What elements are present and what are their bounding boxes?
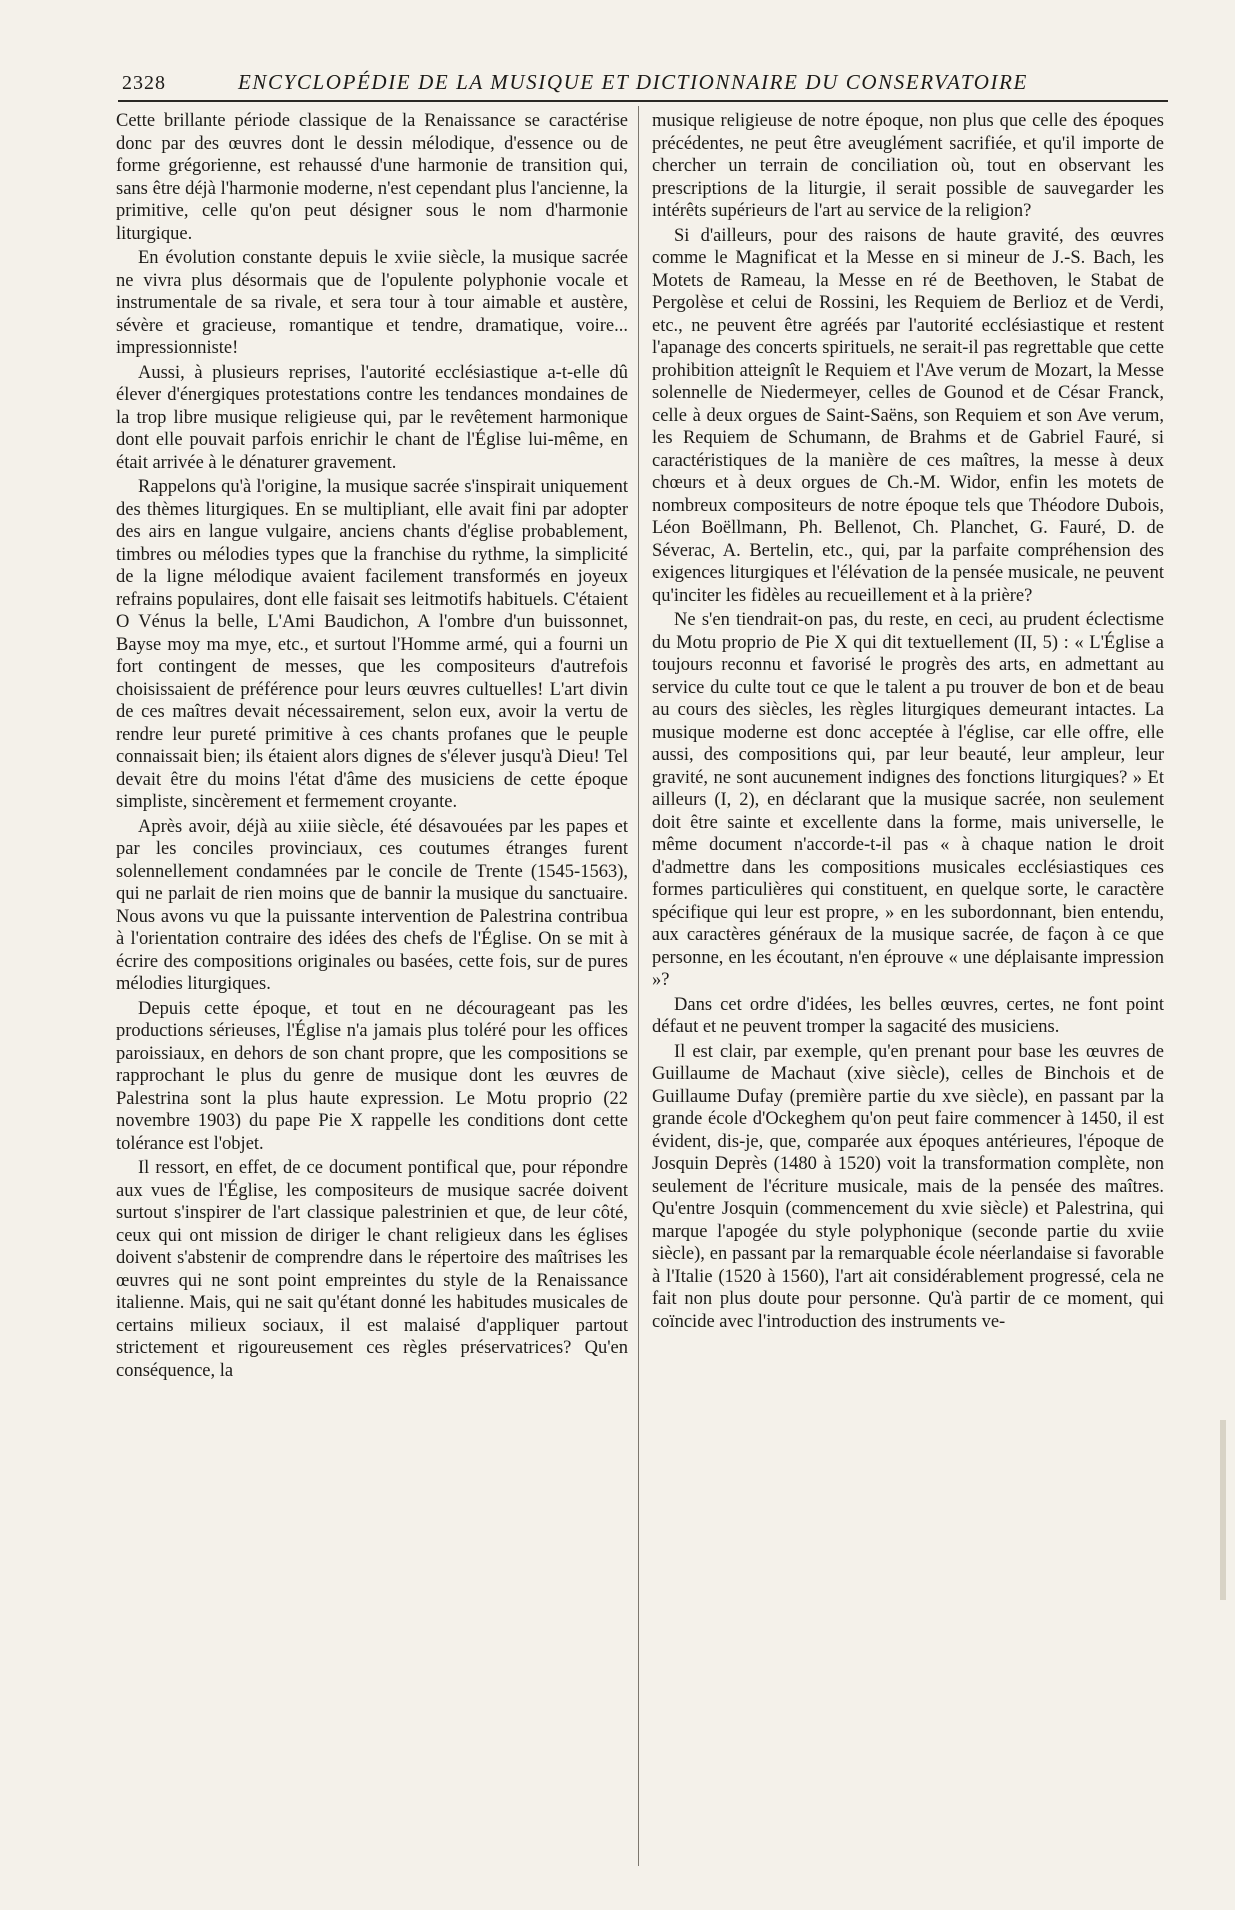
paragraph: Dans cet ordre d'idées, les belles œuvres, certes, ne font point défaut et ne peuvent tromper la sagacité des musiciens. — [652, 994, 1164, 1037]
running-header — [118, 68, 1168, 102]
right-column — [652, 110, 1164, 1870]
paragraph: Il est clair, par exemple, qu'en prenant pour base les œuvres de Guillaume de Machaut (xive siècle), celles de Binchois et de Guillaume Dufay (première partie du xve siècle), en passant par la grande école d'Ockeghem qu'on peut faire commencer à 1450, il est évident, dis-je, que, comparée aux époques antérieures, l'époque de Josquin Deprès (1480 à 1520) voit la transformation complète, non seulement de l'écriture musicale, mais de la pensée des maîtres. Qu'entre Josquin (commencement du xvie siècle) et Palestrina, qui marque l'apogée du style polyphonique (seconde partie du xviie siècle), en passant par la remarquable école néerlandaise si favorable à l'Italie (1520 à 1560), l'art ait considérablement progressé, cela ne fait non plus doute pour personne. Qu'à partir de ce moment, qui coïncide avec l'introduction des instruments ve- — [652, 1041, 1164, 1332]
paragraph: Rappelons qu'à l'origine, la musique sacrée s'inspirait uniquement des thèmes liturgiques. En se multipliant, elle avait fini par adopter des airs en langue vulgaire, anciens chants d'église probablement, timbres ou mélodies types que la franchise du rythme, la simplicité de la ligne mélodique avaient facilement transformés en joyeux refrains populaires, dont elle faisait ses leitmotifs habituels. C'étaient O Vénus la belle, L'Ami Baudichon, A l'ombre d'un buissonnet, Bayse moy ma mye, etc., et surtout l'Homme armé, qui a fourni un fort contingent de messes, que les compositeurs d'autrefois choisissaient de préférence pour leurs œuvres cultuelles! L'art divin de ces maîtres devait nécessairement, selon eux, avoir la vertu de rendre leur pureté primitive à ces chants profanes que le peuple connaissait bien; ils étaient alors dignes de s'élever jusqu'à Dieu! Tel devait être du moins l'état d'âme des musiciens de cette époque simpliste, sincèrement et fermement croyante. — [116, 477, 628, 812]
running-title: ENCYCLOPÉDIE DE LA MUSIQUE ET DICTIONNAIRE DU CONSERVATOIRE — [238, 70, 1028, 94]
column-divider — [638, 106, 639, 1866]
paragraph: Il ressort, en effet, de ce document pontifical que, pour répondre aux vues de l'Église, les compositeurs de musique sacrée doivent surtout s'inspirer de l'art classique palestrinien et que, de leur côté, ceux qui ont mission de diriger le chant religieux dans les églises doivent s'abstenir de comprendre dans le répertoire des maîtrises les œuvres qui ne sont point empreintes du style de la Renaissance italienne. Mais, qui ne sait qu'étant donné les habitudes musicales de certains milieux sociaux, il est malaisé d'appliquer partout strictement et rigoureusement ces règles préservatrices? Qu'en conséquence, la — [116, 1158, 628, 1381]
paragraph: Depuis cette époque, et tout en ne décourageant pas les productions sérieuses, l'Église n'a jamais plus toléré pour les offices paroissiaux, en dehors de son chant propre, que les compositions se rapprochant le plus du genre de musique dont les œuvres de Palestrina sont la plus haute expression. Le Motu proprio (22 novembre 1903) du pape Pie X rappelle les conditions dont cette tolérance est l'objet. — [116, 998, 628, 1154]
paragraph: Cette brillante période classique de la Renaissance se caractérise donc par des œuvres dont le dessin mélodique, d'essence ou de forme grégorienne, est rehaussé d'une harmonie de transition qui, sans être déjà l'harmonie moderne, n'est cependant plus l'ancienne, la primitive, celle qu'on peut désigner sous le nom d'harmonie liturgique. — [116, 111, 628, 244]
paragraph: Si d'ailleurs, pour des raisons de haute gravité, des œuvres comme le Magnificat et la Messe en si mineur de J.-S. Bach, les Motets de Rameau, la Messe en ré de Beethoven, le Stabat de Pergolèse et celui de Rossini, les Requiem de Berlioz et de Verdi, etc., ne peuvent être agréés par l'autorité ecclésiastique et restent l'apanage des concerts spirituels, ne serait-il pas regrettable que cette prohibition atteignît le Requiem et l'Ave verum de Mozart, la Messe solennelle de Niedermeyer, celles de Gounod et de César Franck, celle à deux orgues de Saint-Saëns, son Requiem et son Ave verum, les Requiem de Schumann, de Brahms et de Gabriel Fauré, si caractéristiques de la manière de ces maîtres, la messe à deux chœurs et à deux orgues de Ch.-M. Widor, enfin les motets de nombreux compositeurs de notre époque tels que Théodore Dubois, Léon Boëllmann, Ph. Bellenot, Ch. Planchet, G. Fauré, D. de Séverac, A. Bertelin, etc., qui, par la parfaite compréhension des exigences liturgiques et l'élévation de la pensée musicale, ne peuvent qu'inciter les fidèles au recueillement et à la prière? — [652, 225, 1164, 606]
page-edge-shadow — [1220, 1420, 1226, 1600]
paragraph: En évolution constante depuis le xviie siècle, la musique sacrée ne vivra plus désormais que de l'opulente polyphonie vocale et instrumentale de sa rivale, et sera tour à tour aimable et austère, sévère et gracieuse, romantique et tendre, dramatique, voire... impressionniste! — [116, 248, 628, 358]
page-number: 2328 — [122, 72, 166, 94]
paragraph: Après avoir, déjà au xiiie siècle, été désavouées par les papes et par les conciles provinciaux, ces coutumes étranges furent solennellement condamnées par le concile de Trente (1545-1563), qui ne parlait de rien moins que de bannir la musique du sanctuaire. Nous avons vu que la puissante intervention de Palestrina contribua à l'orientation contraire des idées des chefs de l'Église. On se mit à écrire des compositions originales ou basées, cette fois, sur de pures mélodies liturgiques. — [116, 816, 628, 994]
paragraph: Aussi, à plusieurs reprises, l'autorité ecclésiastique a-t-elle dû élever d'énergiques protestations contre les tendances mondaines de la trop libre musique religieuse qui, par le revêtement harmonique dont elle pouvait parfois enrichir le chant de l'Église lui-même, en était arrivée à le dénaturer gravement. — [116, 362, 628, 473]
paragraph: musique religieuse de notre époque, non plus que celle des époques précédentes, ne peut être aveuglément sacrifiée, et qu'il importe de chercher un terrain de conciliation où, tout en observant les prescriptions de la liturgie, il serait possible de sauvegarder les intérêts supérieurs de l'art au service de la religion? — [652, 111, 1164, 221]
paragraph: Ne s'en tiendrait-on pas, du reste, en ceci, au prudent éclectisme du Motu proprio de Pie X qui dit textuellement (II, 5) : « L'Église a toujours reconnu et favorisé le progrès des arts, en admettant au service du culte tout ce que le talent a pu trouver de bon et de beau au cours des siècles, les règles liturgiques demeurant intactes. La musique moderne est donc acceptée à l'église, car elle offre, elle aussi, des compositions qui, par leur beauté, leur ampleur, leur gravité, ne sont aucunement indignes des fonctions liturgiques? » Et ailleurs (I, 2), en déclarant que la musique sacrée, non seulement doit être sainte et excellente dans la forme, mais universelle, le même document n'accorde-t-il pas « à chaque nation le droit d'admettre dans les compositions musicales ecclésiastiques ces formes particulières qui constituent, en quelque sorte, le caractère spécifique qui leur est propre, » en les subordonnant, bien entendu, aux caractères généraux de la musique sacrée, de façon à ce que personne, en les écoutant, n'en éprouve « une déplaisante impression »? — [652, 610, 1164, 990]
left-column — [116, 110, 628, 1870]
